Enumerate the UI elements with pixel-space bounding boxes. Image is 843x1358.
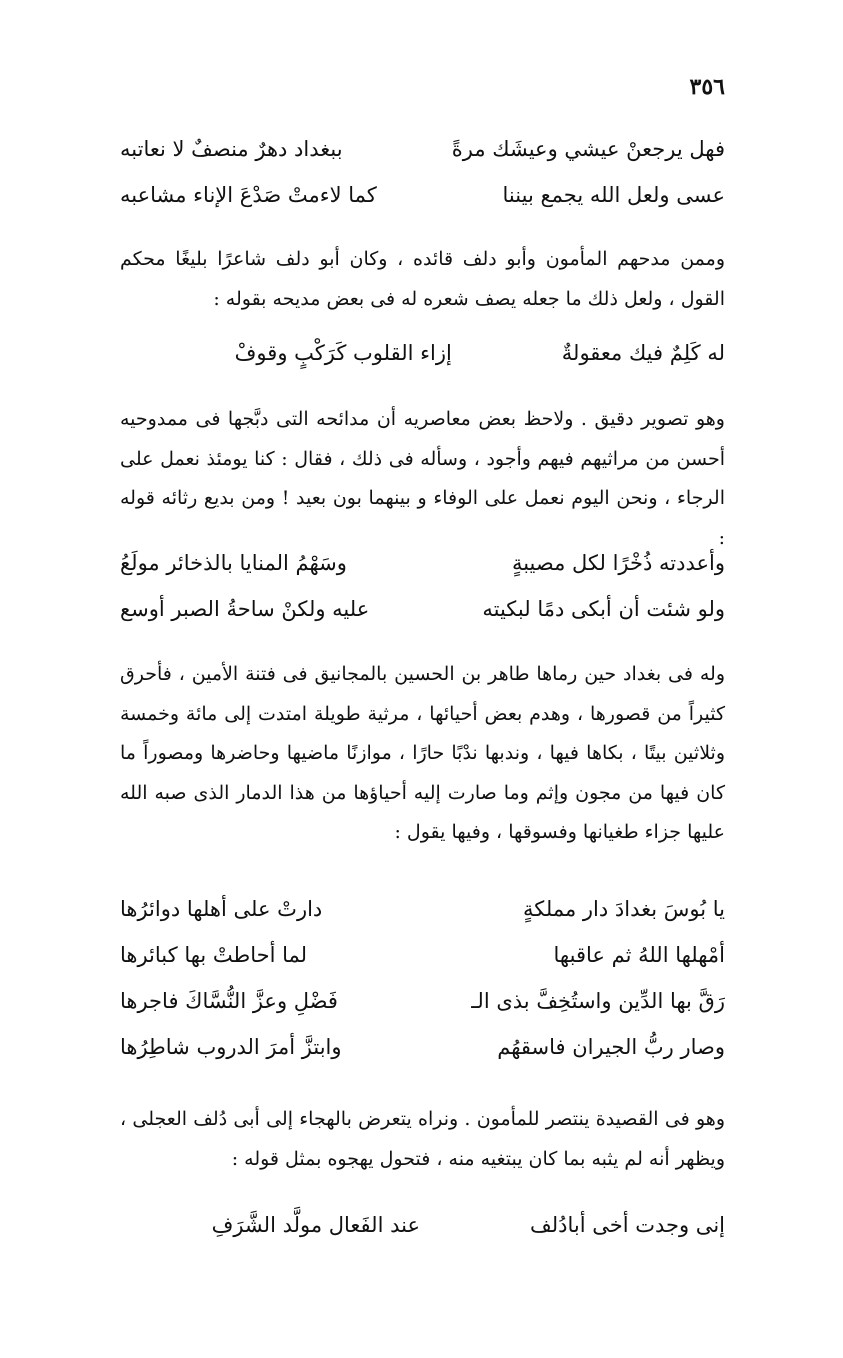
poem-verse (120, 1024, 725, 1070)
prose-paragraph: وله فى بغداد حين رماها طاهر بن الحسين بالمجانيق فى فتنة الأمين ، فأحرق كثيراً من قصورها ، وهدم بعض أحيائها ، مرثية طويلة امتدت إلى مائة وخمسة وثلاثين بيتًا ، بكاها فيها ، وندبها ندْبًا حارًا ، موازنًا ماضيها وحاضرها ومصوراً ما كان فيها من مجون وإثم وما صارت إليه أحياؤها من هذا الدمار الذى صبه الله عليها جزاء طغيانها وفسوقها ، وفيها يقول : (120, 663, 725, 843)
poem-block (120, 330, 725, 376)
poem-verse (120, 540, 725, 586)
poem-verse (120, 330, 725, 376)
verse-second-hemistich: عليه ولكنْ ساحةُ الصبر أوسع (120, 597, 370, 621)
verse-first-hemistich: وصار ربُّ الجيران فاسقهُم (497, 1035, 725, 1059)
verse-first-hemistich: له كَلِمٌ فيك معقولةٌ (561, 341, 725, 365)
poem-block (120, 126, 725, 218)
poem-block (120, 540, 725, 632)
prose-paragraph: وهو تصوير دقيق . ولاحظ بعض معاصريه أن مدائحه التى دبَّجها فى ممدوحيه أحسن من مراثيهم فيهم وأجود ، وسأله فى ذلك ، فقال : كنا يومئذ نعمل على الرجاء ، ونحن اليوم نعمل على الوفاء و بينهما بون بعيد ! ومن بديع رثائه قوله : (120, 408, 725, 549)
verse-second-hemistich: إزاء القلوب كَرَكْبٍ وقوفْ (234, 341, 452, 365)
verse-second-hemistich: وابتزَّ أمرَ الدروب شاطِرُها (120, 1035, 342, 1059)
verse-first-hemistich: إنى وجدت أخى أبادُلف (529, 1213, 725, 1237)
verse-first-hemistich: وأعددته ذُخْرًا لكل مصيبةٍ (511, 551, 725, 575)
poem-block (120, 886, 725, 1070)
verse-second-hemistich: لما أحاطتْ بها كبائرها (120, 943, 308, 967)
poem-block (120, 1202, 725, 1248)
poem-verse (120, 1202, 725, 1248)
page-number: ٣٥٦ (689, 74, 725, 100)
verse-second-hemistich: دارتْ على أهلها دوائرُها (120, 897, 323, 921)
poem-verse (120, 586, 725, 632)
verse-first-hemistich: رَقَّ بها الدِّين واستُخِفَّ بذى الـ (471, 989, 725, 1013)
poem-verse (120, 978, 725, 1024)
poem-verse (120, 886, 725, 932)
verse-first-hemistich: يا بُوسَ بغدادَ دار مملكةٍ (523, 897, 725, 921)
poem-verse (120, 126, 725, 172)
prose-paragraph: وممن مدحهم المأمون وأبو دلف قائده ، وكان أبو دلف شاعرًا بليغًا محكم القول ، ولعل ذلك ما جعله يصف شعره له فى بعض مديحه بقوله : (120, 248, 725, 310)
verse-second-hemistich: وسَهْمُ المنايا بالذخائر مولَعُ (120, 551, 347, 575)
verse-first-hemistich: ولو شئت أن أبكى دمًا لبكيته (482, 597, 725, 621)
verse-second-hemistich: عند الفَعال مولَّد الشَّرَفِ (211, 1213, 420, 1237)
verse-first-hemistich: عسى ولعل الله يجمع بيننا (502, 183, 725, 207)
poem-verse (120, 932, 725, 978)
verse-first-hemistich: فهل يرجعنْ عيشي وعيشَك مرةً (451, 137, 725, 161)
verse-second-hemistich: فَضْلِ وعزَّ النُّسَّاكَ فاجرها (120, 989, 338, 1013)
prose-paragraph: وهو فى القصيدة ينتصر للمأمون . ونراه يتعرض بالهجاء إلى أبى دُلف العجلى ، ويظهر أنه لم يثبه بما كان يبتغيه منه ، فتحول يهجوه بمثل قوله : (120, 1108, 725, 1170)
poem-verse (120, 172, 725, 218)
verse-second-hemistich: كما لاءمتْ صَدْعَ الإناء مشاعبه (120, 183, 377, 207)
verse-first-hemistich: أمْهلها اللهُ ثم عاقبها (553, 943, 725, 967)
verse-second-hemistich: ببغداد دهرٌ منصفٌ لا نعاتبه (120, 137, 343, 161)
